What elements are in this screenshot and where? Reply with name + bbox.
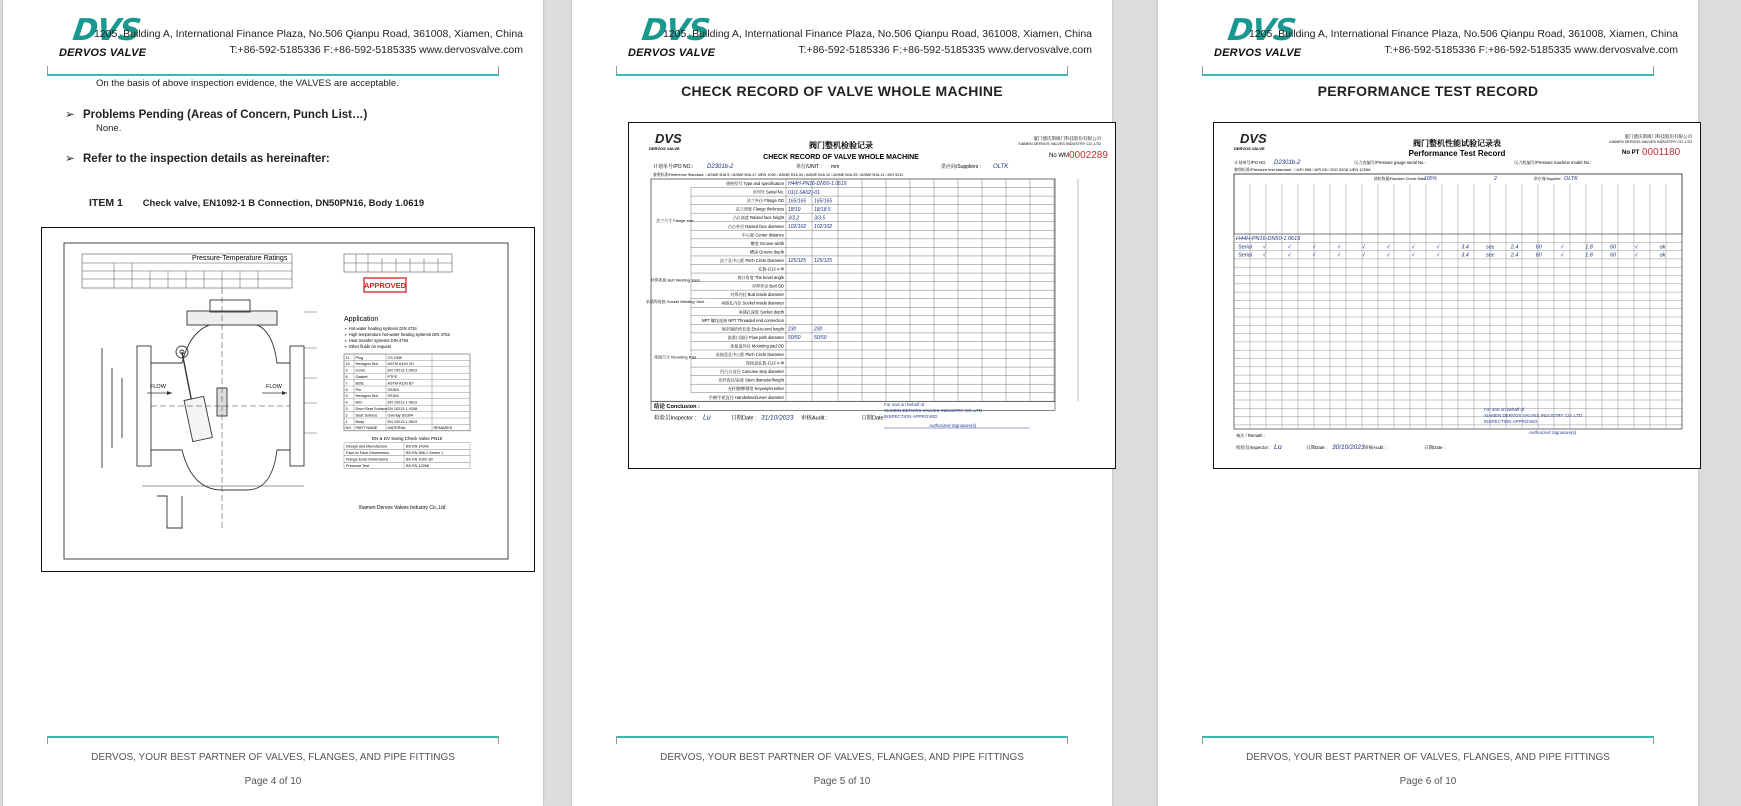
stamp-line-2: XIAMEN DERVOS VALVES INDUSTRY CO.,LTD xyxy=(884,408,983,413)
unit-label: 单位/UNIT : xyxy=(796,164,822,170)
form-logo-name: DERVOS VALVE xyxy=(1234,146,1265,151)
logo-mark: DVS xyxy=(1225,13,1298,48)
test-result-mark: √ xyxy=(1362,252,1366,259)
inspector-signature: Lu xyxy=(1274,444,1282,451)
contact-line: T:+86-592-5185336 F:+86-592-5185335 www.dervosvalve.com xyxy=(229,44,523,56)
address-line: 1205, Building A, International Finance Plaza, No.506 Qianpu Road, 361008, Xiamen, China xyxy=(662,28,1092,40)
record-no-label: No WM xyxy=(1049,153,1069,159)
parts-cell: 5 xyxy=(345,394,348,399)
test-result-mark: √ xyxy=(1560,252,1564,259)
check-item-label: 法兰外径 Flange OD xyxy=(746,198,784,204)
intro-text: On the basis of above inspection evidence, the VALVES are acceptable. xyxy=(96,78,399,89)
conclusion-label: 结论 Conclusion : xyxy=(654,403,700,410)
test-result-mark: √ xyxy=(1287,244,1291,251)
page-number: Page 4 of 10 xyxy=(244,776,302,787)
parts-header-cell: MATERIAL xyxy=(387,426,407,431)
handwritten-value: 230 xyxy=(788,326,797,333)
problems-heading xyxy=(65,107,367,121)
model-value: H44H-PN16-DN50-1.0619 xyxy=(1236,236,1301,242)
check-item-label: 手柄/手轮直径 Handwheel/Lever diameter xyxy=(708,394,784,400)
valve-drawing xyxy=(42,228,534,571)
handwritten-value: 18/19 xyxy=(788,206,801,213)
parts-cell: Hexagon Nut xyxy=(355,362,378,367)
footer-tagline: DERVOS, YOUR BEST PARTNER OF VALVES, FLANGES, AND PIPE FITTINGS xyxy=(660,752,1024,763)
parts-cell: PTFE xyxy=(387,375,398,379)
arrow-icon: ➢ xyxy=(65,153,75,165)
sample-value: 100% xyxy=(1424,176,1437,182)
check-group-label: 承插焊连接 Socket Welding Joint xyxy=(645,298,705,304)
check-item-label: 槽宽 Groove width xyxy=(750,240,784,246)
parts-cell: Cover xyxy=(355,368,366,373)
handwritten-value: 50/50 xyxy=(814,335,827,342)
parts-cell: 1 xyxy=(345,419,348,424)
inspector-label: 检验员Inspector : xyxy=(1236,445,1271,450)
handwritten-value: 50/50 xyxy=(788,335,801,342)
standards-cell: Pressure Test xyxy=(346,464,370,469)
form-en-title: Performance Test Record xyxy=(1408,149,1506,158)
contact-line: T:+86-592-5185336 F:+86-592-5185335 www.dervosvalve.com xyxy=(798,44,1092,56)
parts-table xyxy=(344,354,470,431)
form-logo: DVS xyxy=(655,131,682,146)
date-label: 日期Date : xyxy=(731,415,757,422)
test-result-mark: 1.8 xyxy=(1585,252,1593,259)
application-item: ➢ High temperature hot-water heating systems DIN 4752 xyxy=(344,332,450,337)
handwritten-value: 230 xyxy=(814,326,823,333)
check-item-label: NPT 螺纹连接 NPT Threaded end connection xyxy=(701,317,784,323)
form-company-en: XIAMEN DERVOS VALVES INDUSTRY CO.,LTD xyxy=(1609,140,1692,144)
check-item-label: 承插孔内径 Socket inside diameter xyxy=(720,300,784,306)
test-result-mark: sec xyxy=(1486,252,1495,259)
parts-cell: Arm xyxy=(355,400,363,405)
parts-cell: Gasket xyxy=(355,375,368,379)
audit-label: 审核Audit : xyxy=(1364,445,1386,450)
page-number: Page 5 of 10 xyxy=(813,776,871,787)
logo-mark: DVS xyxy=(639,13,712,48)
standards-cell: BS EN 558-1 Series 1 xyxy=(406,451,444,456)
parts-cell: EN 10213 1.0619 xyxy=(387,368,418,373)
check-item-label: 对焊内径 Butt inside diameter xyxy=(730,292,784,298)
parts-cell: 6 xyxy=(345,387,348,392)
test-result-mark: 2.4 xyxy=(1510,252,1519,259)
standards-cell: BS EN 12266 xyxy=(406,464,430,469)
record-number: 0002289 xyxy=(1069,150,1108,161)
test-result-mark: √ xyxy=(1436,252,1440,259)
parts-cell: Disc+Seat Surface xyxy=(355,407,388,411)
check-item-label: 凹凸台直径 Concave step diameter xyxy=(720,369,784,375)
parts-cell: EN 10213 1.0619 xyxy=(387,419,418,424)
test-result-mark: 60 xyxy=(1610,244,1617,251)
item-label: ITEM 1 xyxy=(89,197,123,209)
parts-cell: 2 xyxy=(345,413,348,418)
refer-heading-text: Refer to the inspection details as hereinafter: xyxy=(83,153,330,165)
address-line: 1205, Building A, International Finance Plaza, No.506 Qianpu Road, 361008, Xiamen, China xyxy=(93,28,523,40)
form-logo: DVS xyxy=(1240,131,1267,146)
handwritten-value: 165/165 xyxy=(788,198,807,205)
check-item-label: 连接盘孔中心距 Pitch Circle Diameter xyxy=(715,352,784,357)
stamp-line-1: For and on behalf of xyxy=(1484,407,1525,412)
logo-name: DERVOS VALVE xyxy=(628,47,716,59)
supplier-value: OLTK xyxy=(1564,176,1578,182)
logo-name: DERVOS VALVE xyxy=(59,47,147,59)
test-result-mark: √ xyxy=(1312,244,1316,251)
test-result-mark: 60 xyxy=(1610,252,1617,259)
check-item-label: 法兰厚度 Flange thickness xyxy=(735,206,784,212)
check-group-label: 对焊连接 Butt Welding Joint xyxy=(650,277,700,283)
check-record-scan xyxy=(628,122,1116,469)
performance-grid xyxy=(1234,159,1682,451)
po-label: 计划单号/PO NO.: xyxy=(653,164,694,170)
contact-line: T:+86-592-5185336 F:+86-592-5185335 www.dervosvalve.com xyxy=(1384,44,1678,56)
test-result-mark: √ xyxy=(1436,244,1440,251)
application-list xyxy=(344,326,451,349)
date2-label: 日期Date : xyxy=(861,415,887,422)
check-item-label: 中心距 Center distance xyxy=(741,232,784,238)
test-result-mark: √ xyxy=(1634,252,1638,259)
record-title: PERFORMANCE TEST RECORD xyxy=(1317,83,1539,99)
date2-label: 日期Date : xyxy=(1424,445,1446,450)
valve-drawing-frame xyxy=(41,227,535,572)
date-value: 30/10/2023 xyxy=(1332,444,1365,451)
parts-header-cell: REMARKS xyxy=(433,426,453,431)
drawing-company: Xiamen Dervos Valves Industry Co.,Ltd xyxy=(358,505,446,511)
check-item-label: 规格型号 Type and specification xyxy=(725,181,784,186)
company-address xyxy=(1249,26,1678,58)
parts-cell: 11 xyxy=(345,355,350,360)
valve-cross-section xyxy=(102,288,304,528)
form-company-cn: 厦门德沃斯阀门科技股份有限公司 xyxy=(1624,134,1692,139)
stamp-line-3: INSPECTION APPROVED xyxy=(1484,419,1538,424)
audit-label: 审核Audit : xyxy=(801,415,828,422)
supplier-label: 供应商/Supplier: xyxy=(1534,177,1562,181)
parts-cell: Plug xyxy=(355,355,364,360)
performance-record-form xyxy=(1214,123,1700,468)
record-no-label: No PT xyxy=(1622,150,1640,156)
parts-cell: ASTM A194 2H xyxy=(387,362,414,367)
form-cn-title: 阀门整机检验记录 xyxy=(809,141,873,150)
test-result-mark: sec xyxy=(1486,244,1495,251)
check-item-label: 序列号 Serial No. xyxy=(752,189,784,195)
check-item-label: 流道口通径 Flow path diameter xyxy=(727,334,784,340)
form-en-title: CHECK RECORD OF VALVE WHOLE MACHINE xyxy=(763,154,919,161)
standards-cell: Flange Ends Dimensions xyxy=(346,457,389,462)
machine-label: 压力机编号/Pressure machine model No.: xyxy=(1514,160,1592,165)
date-label: 日期Date : xyxy=(1306,445,1328,450)
test-result-mark: √ xyxy=(1362,244,1366,251)
header-rule xyxy=(1202,74,1654,76)
document-page-5 xyxy=(572,0,1112,806)
standards-table xyxy=(344,436,470,469)
check-item-label: 连接盘孔数-孔径 n-Φ xyxy=(745,360,784,366)
parts-cell: 8 xyxy=(345,375,348,379)
parts-cell: CS GH8 xyxy=(387,355,402,360)
test-result-mark: Serial xyxy=(1238,244,1253,251)
handwritten-value: 165/165 xyxy=(814,198,833,205)
test-result-mark: 60 xyxy=(1535,252,1542,259)
stamp-line-1: For and on behalf of xyxy=(884,402,925,407)
parts-header-cell: PART NAME xyxy=(355,426,378,431)
refer-heading xyxy=(65,151,330,165)
parts-cell: 4 xyxy=(345,400,348,405)
check-item-label: 光杆键槽/键宽 Keyway/number xyxy=(727,386,784,392)
handwritten-value: 102/102 xyxy=(788,223,807,230)
parts-cell: 9 xyxy=(345,368,348,373)
record-number: 0001180 xyxy=(1642,147,1681,158)
parts-cell: 3 xyxy=(345,407,348,411)
company-address xyxy=(94,26,523,58)
check-group-label: 连接尺寸 Mounting Pad xyxy=(654,354,696,360)
application-item: ➢ Hot-water heating systems DIN 4751 xyxy=(344,326,418,331)
test-result-mark: √ xyxy=(1411,244,1415,251)
company-address xyxy=(663,26,1092,58)
standards-cell: Face to Face Dimensions xyxy=(346,451,390,456)
footer-rule xyxy=(616,736,1068,738)
logo-name: DERVOS VALVE xyxy=(1214,47,1302,59)
parts-cell: 10 xyxy=(345,362,350,367)
supplier-label: 供应商/Suppliers : xyxy=(941,164,982,170)
test-result-mark: 2.4 xyxy=(1510,244,1519,251)
standards-cell: Design and Manufacture xyxy=(346,444,388,449)
check-item-label: 孔数-孔径 n-Φ xyxy=(758,266,784,272)
parts-header-cell: NO xyxy=(345,426,352,431)
test-result-mark: 3.4 xyxy=(1461,252,1469,259)
check-item-label: 槽深 Groove depth xyxy=(749,249,784,255)
test-result-mark: √ xyxy=(1386,244,1390,251)
test-result-mark: √ xyxy=(1262,244,1266,251)
header-rule xyxy=(616,74,1068,76)
handwritten-value: H44H-PN16-DN50-1.0619 xyxy=(788,181,847,188)
check-item-label: 凸台高度 Raised face height xyxy=(732,215,784,221)
date-value: 31/10/2023 xyxy=(761,414,794,422)
test-result-mark: 1.8 xyxy=(1585,244,1593,251)
remark-label: 备注 / Remark : xyxy=(1236,433,1265,438)
sample-label: 抽检数量/Random Check Rate xyxy=(1374,177,1426,181)
check-item-label: 端至端结构长度 End-to-end length xyxy=(721,326,784,332)
check-item-label: 光杆直径/高度 Stem diameter/height xyxy=(718,377,784,383)
address-line: 1205, Building A, International Finance Plaza, No.506 Qianpu Road, 361008, Xiamen, China xyxy=(1248,28,1678,40)
test-result-mark: √ xyxy=(1337,252,1341,259)
test-result-mark: √ xyxy=(1312,252,1316,259)
parts-cell: 7 xyxy=(345,381,348,386)
test-result-mark: √ xyxy=(1262,252,1266,259)
parts-cell: Overlay SS304 xyxy=(387,413,414,418)
check-item-label: 法兰孔中心距 Pitch Circle Diameter xyxy=(719,257,784,263)
document-page-4 xyxy=(3,0,543,806)
ratings-title: Pressure-Temperature Ratings xyxy=(192,255,288,262)
parts-cell: Bolts xyxy=(355,381,364,386)
test-standard: 参照标准/Pressure test standard : □API 598 □API 6D □ISO 5208 ☑EN 12266 xyxy=(1234,167,1371,172)
inspector-signature: Lu xyxy=(703,414,711,422)
form-company-cn: 厦门德沃斯阀门科技股份有限公司 xyxy=(1033,136,1101,141)
flow-label-right: FLOW xyxy=(266,384,282,390)
check-item-label: 承插孔深度 Socket depth xyxy=(738,309,784,315)
form-logo-name: DERVOS VALVE xyxy=(649,146,680,151)
performance-record-scan xyxy=(1213,122,1701,469)
parts-cell: SS304 xyxy=(387,387,399,392)
inspection-grid xyxy=(646,163,1078,421)
test-result-mark: √ xyxy=(1560,244,1564,251)
handwritten-value: 18/18.5 xyxy=(814,206,831,213)
test-result-mark: √ xyxy=(1287,252,1291,259)
standards-title: DN & DV Swing Check Valve PN16 xyxy=(371,435,443,441)
test-result-mark: √ xyxy=(1337,244,1341,251)
header-rule xyxy=(47,74,499,76)
footer-rule xyxy=(47,736,499,738)
test-result-mark: 60 xyxy=(1535,244,1542,251)
page-number: Page 6 of 10 xyxy=(1399,776,1457,787)
form-company-en: XIAMEN DERVOS VALVES INDUSTRY CO.,LTD xyxy=(1018,142,1101,146)
standards-cell: BS EN 14341 xyxy=(406,444,430,449)
check-item-label: 对焊外径 Butt OD xyxy=(751,283,784,289)
reference-standard: 参照标准/Reference Standard: □ASME B16.5 □ASME B16.47 ☑EN 1092 □ASME B16.34 □ASME B16.10 □ASME B16.25 □ASME B16.11 □ISO 5211 xyxy=(653,173,904,177)
footer-rule xyxy=(1202,736,1654,738)
problems-heading-text: Problems Pending (Areas of Concern, Punch List…) xyxy=(83,109,368,121)
gauge-label: 压力表编号/Pressure gauge serial No.: xyxy=(1354,160,1426,165)
application-title: Application xyxy=(344,316,379,323)
flow-label-left: FLOW xyxy=(150,384,166,390)
handwritten-value: 3/3.2 xyxy=(788,215,800,222)
test-result-mark: 3.4 xyxy=(1461,244,1469,251)
test-result-mark: √ xyxy=(1386,252,1390,259)
parts-cell: Pin xyxy=(355,387,361,392)
check-item-label: 凸台外径 Raised face diameter xyxy=(727,223,784,229)
po-value: D2301b-2 xyxy=(1274,160,1301,166)
parts-cell: SS304 xyxy=(387,394,399,399)
item-line xyxy=(89,197,424,209)
stamp-line-2: XIAMEN DERVOS VALVES INDUSTRY CO.,LTD xyxy=(1484,413,1583,418)
inspector-label: 检验员Inspector : xyxy=(654,415,697,422)
parts-cell: Seat Surface xyxy=(355,413,378,418)
standards-cell: BS EN 1092-1B xyxy=(406,457,433,462)
check-group-label: 法兰尺寸 Flange size xyxy=(656,217,694,223)
item-description: Check valve, EN1092-1 B Connection, DN50PN16, Body 1.0619 xyxy=(142,198,425,209)
arrow-icon: ➢ xyxy=(65,109,75,121)
unit-value: mm xyxy=(831,164,840,170)
application-item: ➢ Heat transfer systems DIN 4754 xyxy=(344,338,409,343)
form-cn-title: 阀门整机性能试验记录表 xyxy=(1413,139,1501,148)
handwritten-value: 01(1.6A02)-01 xyxy=(788,189,820,196)
check-item-label: 坡口角度 The bevel angle xyxy=(737,275,784,281)
po-label: 计划单号/PO NO. xyxy=(1234,160,1267,165)
quantity-value: 2 xyxy=(1494,176,1497,182)
footer-tagline: DERVOS, YOUR BEST PARTNER OF VALVES, FLANGES, AND PIPE FITTINGS xyxy=(91,752,455,763)
supplier-value: OLTK xyxy=(993,164,1009,170)
handwritten-value: 102/102 xyxy=(814,223,833,230)
handwritten-value: 125/125 xyxy=(788,258,807,265)
parts-cell: ASTM A193 B7 xyxy=(387,381,414,386)
test-result-mark: ok xyxy=(1659,244,1666,251)
test-result-mark: ok xyxy=(1659,252,1666,259)
parts-cell: Hexagon Nut xyxy=(355,394,378,399)
parts-cell: Body xyxy=(355,419,365,424)
test-result-mark: √ xyxy=(1634,244,1638,251)
footer-tagline: DERVOS, YOUR BEST PARTNER OF VALVES, FLANGES, AND PIPE FITTINGS xyxy=(1246,752,1610,763)
test-result-mark: √ xyxy=(1411,252,1415,259)
check-record-form xyxy=(629,123,1115,468)
parts-cell: EN 10213 1.4308 xyxy=(387,407,418,411)
stamp-line-3: INSPECTION APPROVED xyxy=(884,414,938,419)
approved-stamp-text: APPROVED xyxy=(363,281,407,290)
check-item-label: 连接盘外径 Mounting pad OD xyxy=(730,343,784,349)
po-value: D2301b-2 xyxy=(707,164,734,170)
problems-value: None. xyxy=(96,123,122,134)
conclusion-row xyxy=(651,401,1055,410)
handwritten-value: 125/125 xyxy=(814,258,833,265)
stamp-line-4: Authorized Signature(s) xyxy=(1529,430,1577,435)
application-item: ➢ Other fluids on request xyxy=(344,344,392,349)
parts-cell: EN 10213 1.0619 xyxy=(387,400,418,405)
record-title: CHECK RECORD OF VALVE WHOLE MACHINE xyxy=(681,83,1003,99)
handwritten-value: 3/3.5 xyxy=(814,215,826,222)
logo-mark: DVS xyxy=(70,13,143,48)
document-page-6 xyxy=(1158,0,1698,806)
test-result-mark: Serial xyxy=(1238,252,1253,259)
stamp-line-4: Authorized Signature(s) xyxy=(929,423,977,428)
